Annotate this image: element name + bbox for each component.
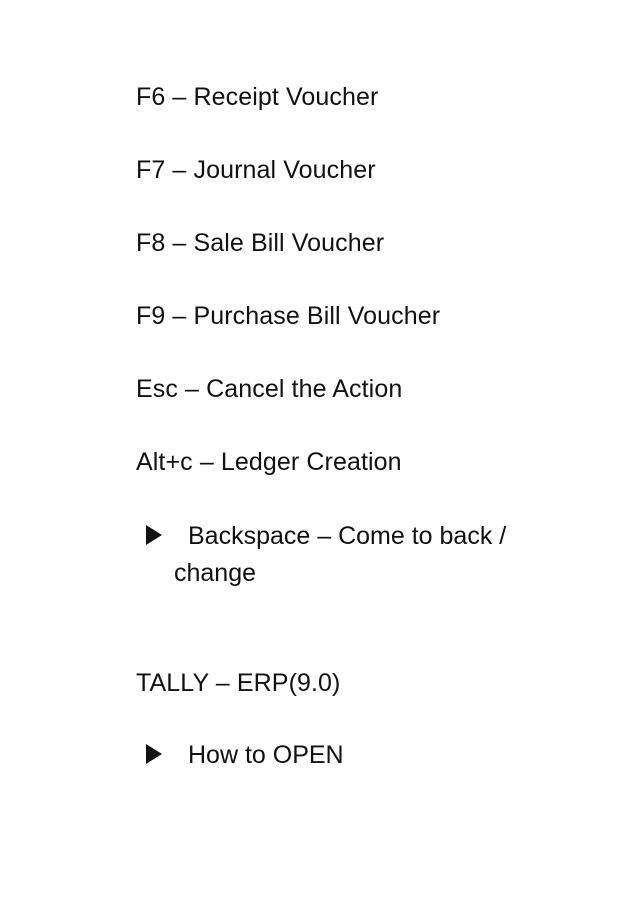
shortcut-line-esc: Esc – Cancel the Action [136,375,403,403]
arrow-bullet-icon [146,744,162,764]
shortcut-line-alt-c: Alt+c – Ledger Creation [136,448,402,476]
arrow-bullet-icon [146,525,162,545]
shortcut-line-f6: F6 – Receipt Voucher [136,83,379,111]
bullet-text-backspace-continued: change [174,559,257,587]
bullet-item-backspace [146,521,506,551]
shortcut-line-f7: F7 – Journal Voucher [136,156,376,184]
bullet-text-how-to-open: How to OPEN [188,741,344,769]
section-heading-tally: TALLY – ERP(9.0) [136,669,341,697]
bullet-text-backspace: Backspace – Come to back / [188,522,507,550]
shortcut-line-f8: F8 – Sale Bill Voucher [136,229,385,257]
bullet-item-how-to-open [146,740,344,770]
shortcut-line-f9: F9 – Purchase Bill Voucher [136,302,441,330]
